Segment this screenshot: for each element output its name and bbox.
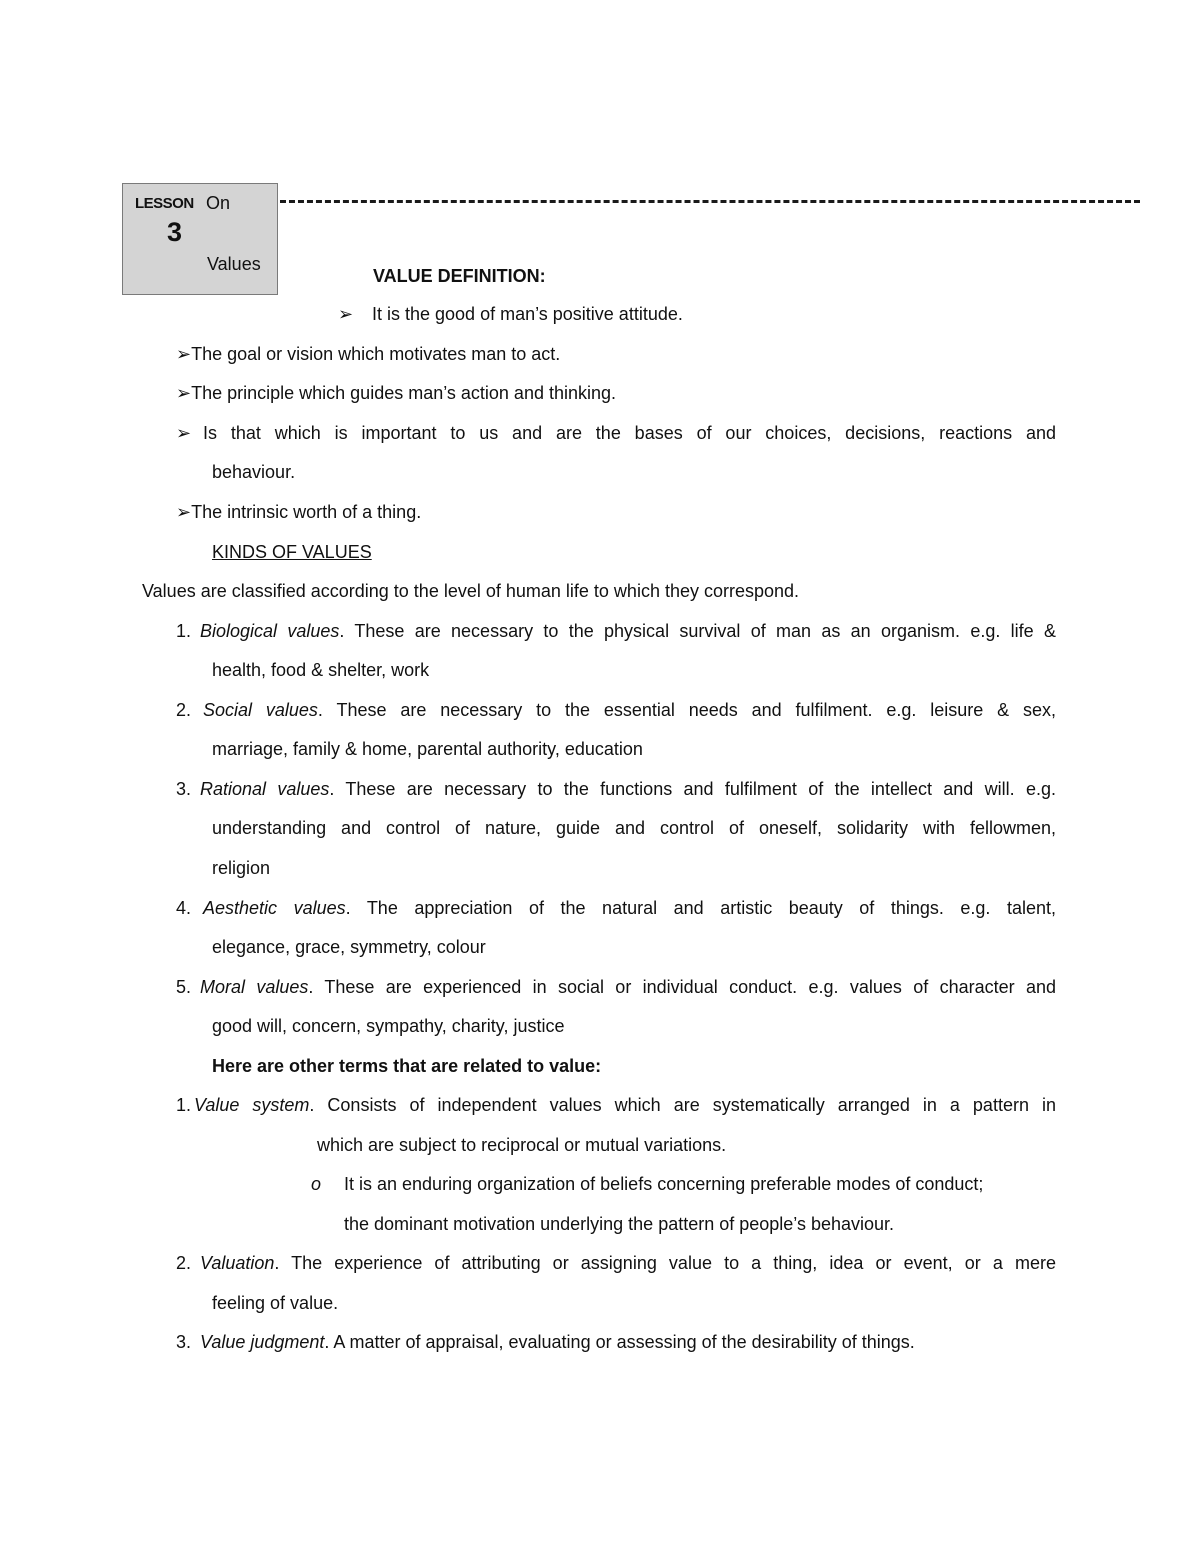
kind-3-line2: understanding and control of nature, guide and control of oneself, solidarity with fellowmen, [212, 818, 1056, 838]
kind-5-desc: . These are experienced in social or individual conduct. e.g. values of character and [308, 977, 1056, 997]
related-2-line2: feeling of value. [212, 1293, 339, 1313]
lesson-number: 3 [167, 217, 183, 247]
arrow-bullet-icon: ➢ [176, 502, 192, 522]
kind-2-line2: marriage, family & home, parental authority, education [212, 739, 643, 759]
definition-item-2-text: The goal or vision which motivates man to act. [191, 344, 561, 364]
related-2-term: Valuation [200, 1253, 275, 1273]
related-1-sub-line2: the dominant motivation underlying the pattern of people’s behaviour. [344, 1214, 895, 1234]
kind-4-term: Aesthetic values [203, 898, 346, 918]
kind-3-line1 [200, 777, 1056, 801]
related-1-sub-line1: It is an enduring organization of beliefs concerning preferable modes of conduct; [344, 1174, 984, 1194]
kind-2-desc: . These are necessary to the essential needs and fulfilment. e.g. leisure & sex, [317, 700, 1057, 720]
kind-5-term: Moral values [200, 977, 309, 997]
definition-item-1-text: It is the good of man’s positive attitude. [372, 304, 683, 324]
kind-2-line1 [203, 698, 1056, 722]
arrow-bullet-icon: ➢ [338, 304, 354, 324]
kind-4-line1 [203, 896, 1056, 920]
lesson-values: Values [207, 254, 261, 274]
definition-heading: VALUE DEFINITION: [373, 266, 546, 286]
kind-5-num: 5. [176, 977, 192, 997]
kind-5-line2: good will, concern, sympathy, charity, justice [212, 1016, 565, 1036]
lesson-label: LESSON [135, 195, 194, 212]
kind-2-num: 2. [176, 700, 192, 720]
definition-item-5 [176, 500, 421, 524]
related-heading: Here are other terms that are related to value: [212, 1056, 602, 1076]
related-3-term: Value judgment [200, 1332, 325, 1352]
definition-item-3-text: The principle which guides man’s action and thinking. [191, 383, 617, 403]
circle-bullet-icon: o [311, 1174, 322, 1194]
lesson-box [122, 183, 278, 295]
related-2-desc: . The experience of attributing or assigning value to a thing, idea or event, or a mere [274, 1253, 1056, 1273]
definition-item-2 [176, 342, 560, 366]
kind-3-desc: . These are necessary to the functions and fulfilment of the intellect and will. e.g. [329, 779, 1056, 799]
related-3-line1 [200, 1330, 915, 1354]
kind-1-desc: . These are necessary to the physical survival of man as an organism. e.g. life & [339, 621, 1056, 641]
related-1-num: 1. [176, 1095, 192, 1115]
related-3-desc: . A matter of appraisal, evaluating or assessing of the desirability of things. [324, 1332, 915, 1352]
related-2-line1 [200, 1251, 1056, 1275]
definition-item-4-text: Is that which is important to us and are the bases of our choices, decisions, reactions and [203, 423, 1056, 443]
kind-3-line3: religion [212, 858, 271, 878]
definition-item-1 [338, 302, 353, 326]
definition-item-4-cont: behaviour. [212, 462, 296, 482]
kind-1-term: Biological values [200, 621, 340, 641]
related-1-line2: which are subject to reciprocal or mutual variations. [317, 1135, 727, 1155]
related-1-desc: . Consists of independent values which are systematically arranged in a pattern in [309, 1095, 1056, 1115]
arrow-bullet-icon: ➢ [176, 423, 192, 443]
kind-4-line2: elegance, grace, symmetry, colour [212, 937, 486, 957]
related-2-num: 2. [176, 1253, 192, 1273]
definition-item-5-text: The intrinsic worth of a thing. [191, 502, 422, 522]
dashed-divider [280, 200, 1140, 203]
related-3-num: 3. [176, 1332, 192, 1352]
arrow-bullet-icon: ➢ [176, 383, 192, 403]
lesson-on: On [206, 193, 231, 213]
kind-4-desc: . The appreciation of the natural and artistic beauty of things. e.g. talent, [345, 898, 1056, 918]
kind-1-line1 [200, 619, 1056, 643]
arrow-bullet-icon: ➢ [176, 344, 192, 364]
kinds-intro: Values are classified according to the level of human life to which they correspond. [142, 581, 800, 601]
kinds-heading: KINDS OF VALUES [212, 542, 372, 562]
related-1-term: Value system [194, 1095, 310, 1115]
kind-5-line1 [200, 975, 1056, 999]
related-1-line1 [194, 1093, 1056, 1117]
kind-1-line2: health, food & shelter, work [212, 660, 430, 680]
kind-1-num: 1. [176, 621, 192, 641]
definition-item-3 [176, 381, 616, 405]
kind-2-term: Social values [203, 700, 318, 720]
kind-3-term: Rational values [200, 779, 330, 799]
kind-3-num: 3. [176, 779, 192, 799]
kind-4-num: 4. [176, 898, 192, 918]
